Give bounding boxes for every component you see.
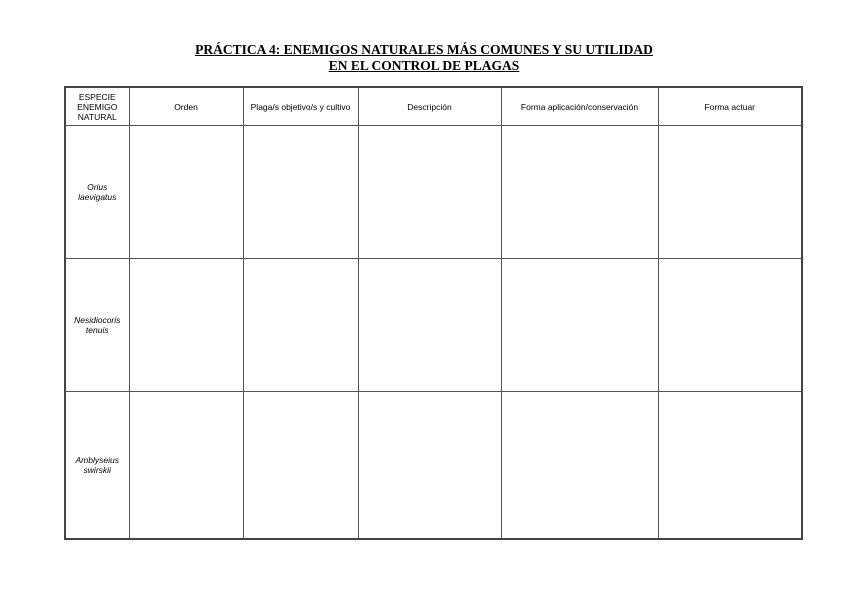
orden-cell[interactable] [129, 126, 243, 259]
plagas-cell[interactable] [243, 126, 358, 259]
header-species-line-3: NATURAL [77, 111, 117, 122]
actuar-cell[interactable] [658, 392, 802, 540]
header-actuar: Forma actuar [658, 87, 802, 126]
table-row [65, 392, 802, 540]
aplicacion-cell[interactable] [501, 392, 658, 540]
header-species-line-2: ENEMIGO [77, 101, 118, 112]
header-species-line-1: ESPECIE [78, 91, 116, 102]
species-cell [65, 259, 129, 392]
aplicacion-cell[interactable] [501, 259, 658, 392]
header-orden: Orden [129, 87, 243, 126]
worksheet-table [64, 86, 803, 540]
table-row [65, 126, 802, 259]
species-name-line-1: Nesidiocoris [74, 315, 121, 325]
species-cell [65, 126, 129, 259]
plagas-cell[interactable] [243, 392, 358, 540]
header-descripcion: Descripción [358, 87, 501, 126]
species-name-line-1: Orius [87, 182, 108, 192]
actuar-cell[interactable] [658, 126, 802, 259]
species-name-line-2: tenuis [85, 325, 109, 335]
page-title [0, 42, 848, 74]
descripcion-cell[interactable] [358, 259, 501, 392]
table-row [65, 259, 802, 392]
header-species [65, 87, 129, 126]
species-cell [65, 392, 129, 540]
species-name-line-2: swirskii [83, 465, 111, 475]
plagas-cell[interactable] [243, 259, 358, 392]
header-plagas: Plaga/s objetivo/s y cultivo [243, 87, 358, 126]
orden-cell[interactable] [129, 259, 243, 392]
title-line-2: EN EL CONTROL DE PLAGAS [328, 58, 520, 73]
actuar-cell[interactable] [658, 259, 802, 392]
descripcion-cell[interactable] [358, 126, 501, 259]
table-header-row [65, 87, 802, 126]
title-line-1: PRÁCTICA 4: ENEMIGOS NATURALES MÁS COMUNES Y SU UTILIDAD [195, 42, 653, 57]
descripcion-cell[interactable] [358, 392, 501, 540]
header-aplicacion: Forma aplicación/conservación [501, 87, 658, 126]
orden-cell[interactable] [129, 392, 243, 540]
species-name-line-2: laevigatus [78, 192, 117, 202]
species-name-line-1: Amblyseius [75, 455, 119, 465]
aplicacion-cell[interactable] [501, 126, 658, 259]
